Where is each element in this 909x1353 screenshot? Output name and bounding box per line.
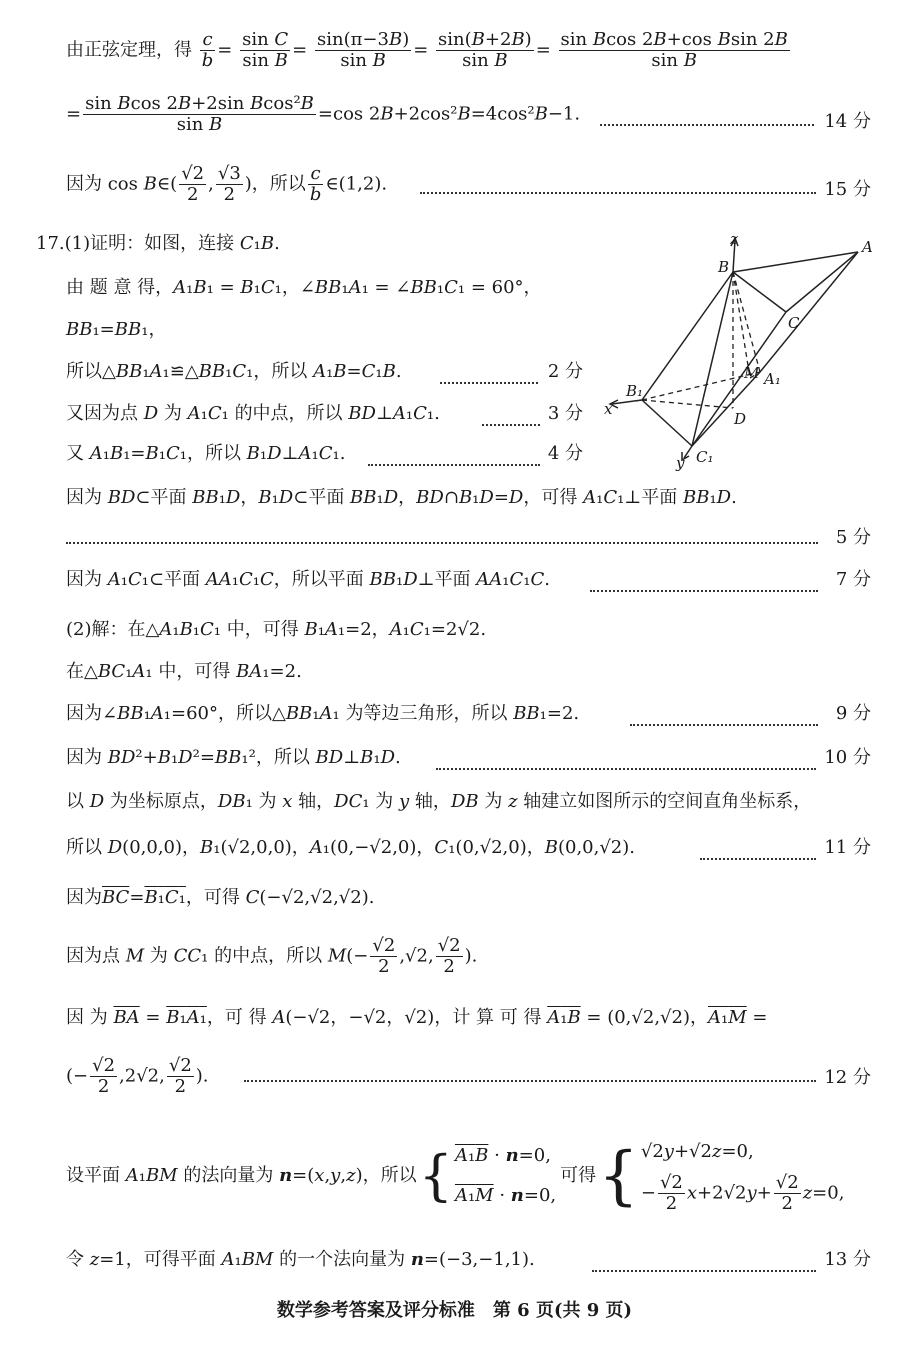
label-A1: A₁ [764,370,781,388]
score-15: 15 分 [824,179,871,200]
line-l9: 又 A₁B₁=B₁C₁，所以 B₁D⊥A₁C₁. [66,443,346,464]
label-D: D [734,410,747,428]
line-l22: (− $\frac{√2}{2}$ ,2√2, $\frac{√2}{2}$ ). [66,1055,209,1097]
fraction: $\frac{\text{sin C}}{\text{sin B}}$ [242,29,289,71]
line-l10: 因为 BD⊂平面 BB₁D，B₁D⊂平面 BB₁D，BD∩B₁D=D，可得 A₁C₁⊥平面 BB₁D. [66,487,737,508]
line-l17: 以 D 为坐标原点，DB₁ 为 x 轴，DC₁ 为 y 轴，DB 为 z 轴建立如图所示的空间直角坐标系， [66,791,812,812]
line-l5: 由 题 意 得，A₁B₁ = B₁C₁，∠BB₁A₁ = ∠BB₁C₁ = 60°， [66,277,542,298]
line-l12: 因为 A₁C₁⊂平面 AA₁C₁C，所以平面 BB₁D⊥平面 AA₁C₁C. [66,569,551,590]
line-l6: BB₁=BB₁， [66,319,167,340]
line-l24: 令 z=1，可得平面 A₁BM 的一个法向量为 n=(−3,−1,1). [66,1249,535,1270]
line-sine-rule: 由正弦定理，得 $\frac{c}{b}$ = $\frac{\text{sin C}}{\text{sin B}}$ = $\frac{\sin(\pi-3B)}{\text{sin B}}$ = $\frac{\sin(B+2B)}{\text{sin B}}$ = $\frac{\text{sin Bcos 2B+cos Bsin 2B}}{\text{sin B}}$ [66,29,788,71]
line-l14: 在△BC₁A₁ 中，可得 BA₁=2. [66,661,302,682]
score-5: 5 分 [835,527,871,548]
label-C: C [788,314,800,332]
score-13: 13 分 [824,1249,871,1270]
score-14: 14 分 [824,111,871,132]
fraction: $\frac{c}{b}$ [201,29,214,71]
fraction: $\frac{c}{b}$ [309,163,322,205]
score-3: 3 分 [547,403,583,424]
edge-BA [733,252,858,272]
line-l20: 因为点 M 为 CC₁ 的中点，所以 M(− $\frac{√2}{2}$ ,√2, $\frac{√2}{2}$ ). [66,935,478,977]
line-l7: 所以△BB₁A₁≌△BB₁C₁，所以 A₁B=C₁B. [66,361,402,382]
label-x: x [604,400,613,418]
score-9: 9 分 [835,703,871,724]
fraction: $\frac{√2}{2}$ [775,1171,799,1214]
label-y: y [676,454,685,472]
line-simplify: = $\frac{\text{sin Bcos 2B+2sin Bcos²B}}{\text{sin B}}$ =cos 2B+2cos²B=4cos²B−1. [66,93,581,135]
dashed-BA1 [733,272,760,372]
edge-B1C1 [642,400,692,446]
fraction: $\frac{\sin(B+2B)}{\text{sin B}}$ [438,29,532,71]
fraction: $\frac{√2}{2}$ [372,935,396,977]
label-M: M [744,364,760,382]
score-11: 11 分 [824,837,871,858]
fraction: $\frac{\text{sin Bcos 2B+cos Bsin 2B}}{\text{sin B}}$ [560,29,788,71]
score-2: 2 分 [547,361,583,382]
line-l18: 所以 D(0,0,0)，B₁(√2,0,0)，A₁(0,−√2,0)，C₁(0,√2,0)，B(0,0,√2). [66,837,636,858]
line-l21: 因 为 $\overline{BA} = B_1A_1$，可 得 A(−√2，−√2，√2)，计 算 可 得 A₁B = (0,√2,√2)，A₁M = [66,1007,768,1028]
label-B1: B₁ [626,382,644,400]
geometry-figure [600,232,880,472]
fraction: $\frac{√2}{2}$ [437,935,461,977]
page-footer: 数学参考答案及评分标准 第 6 页(共 9 页) [276,1300,633,1321]
fraction: $\frac{\sin(\pi-3B)}{\text{sin B}}$ [316,29,410,71]
line-l15: 因为∠BB₁A₁=60°，所以△BB₁A₁ 为等边三角形，所以 BB₁=2. [66,703,580,724]
score-4: 4 分 [547,443,583,464]
lead-text: 由正弦定理，得 [66,39,192,61]
label-C1: C₁ [696,448,714,466]
label-A: A [862,238,873,256]
edge-BC [733,272,786,312]
score-12: 12 分 [824,1067,871,1088]
fraction: $\frac{√2}{2}$ [92,1055,116,1097]
label-B: B [718,258,730,276]
line-l8: 又因为点 D 为 A₁C₁ 的中点，所以 BD⊥A₁C₁. [66,403,440,424]
line-range: 因为 cos B∈( $\frac{√2}{2}$ , $\frac{√3}{2}$ )，所以 $\frac{c}{b}$ ∈(1,2). [66,163,388,205]
fraction: $\frac{√3}{2}$ [217,163,241,205]
edge-C1A1 [692,372,760,446]
edge-BB1 [642,272,733,400]
score-10: 10 分 [824,747,871,768]
line-l19: 因为$\overline{BC}=B_1C_1$，可得 C(−√2,√2,√2). [66,887,375,908]
problem-17-start: 17.(1)证明：如图，连接 C₁B. [36,233,280,254]
fraction: $\frac{\text{sin Bcos 2B+2sin Bcos²B}}{\text{sin B}}$ [85,93,314,135]
edge-AA1 [760,252,858,372]
edge-BC1 [692,272,733,446]
label-z: z [730,232,738,248]
score-7: 7 分 [835,569,871,590]
edge-AC [786,252,858,312]
line-l16: 因为 BD²+B₁D²=BB₁²，所以 BD⊥B₁D. [66,747,401,768]
line-l23: 设平面 A₁BM 的法向量为 n=(x,y,z)，所以 { A₁B · n=0, A₁M · n=0, 可得 { √2y+√2z=0, − $\frac{√2}{2}$ x+2√2y+ $\frac{√2}{2}$ z=0, [66,1139,845,1214]
fraction: $\frac{√2}{2}$ [659,1171,683,1214]
line-l13: (2)解：在△A₁B₁C₁ 中，可得 B₁A₁=2，A₁C₁=2√2. [66,619,487,640]
fraction: $\frac{√2}{2}$ [168,1055,192,1097]
fraction: $\frac{√2}{2}$ [181,163,205,205]
